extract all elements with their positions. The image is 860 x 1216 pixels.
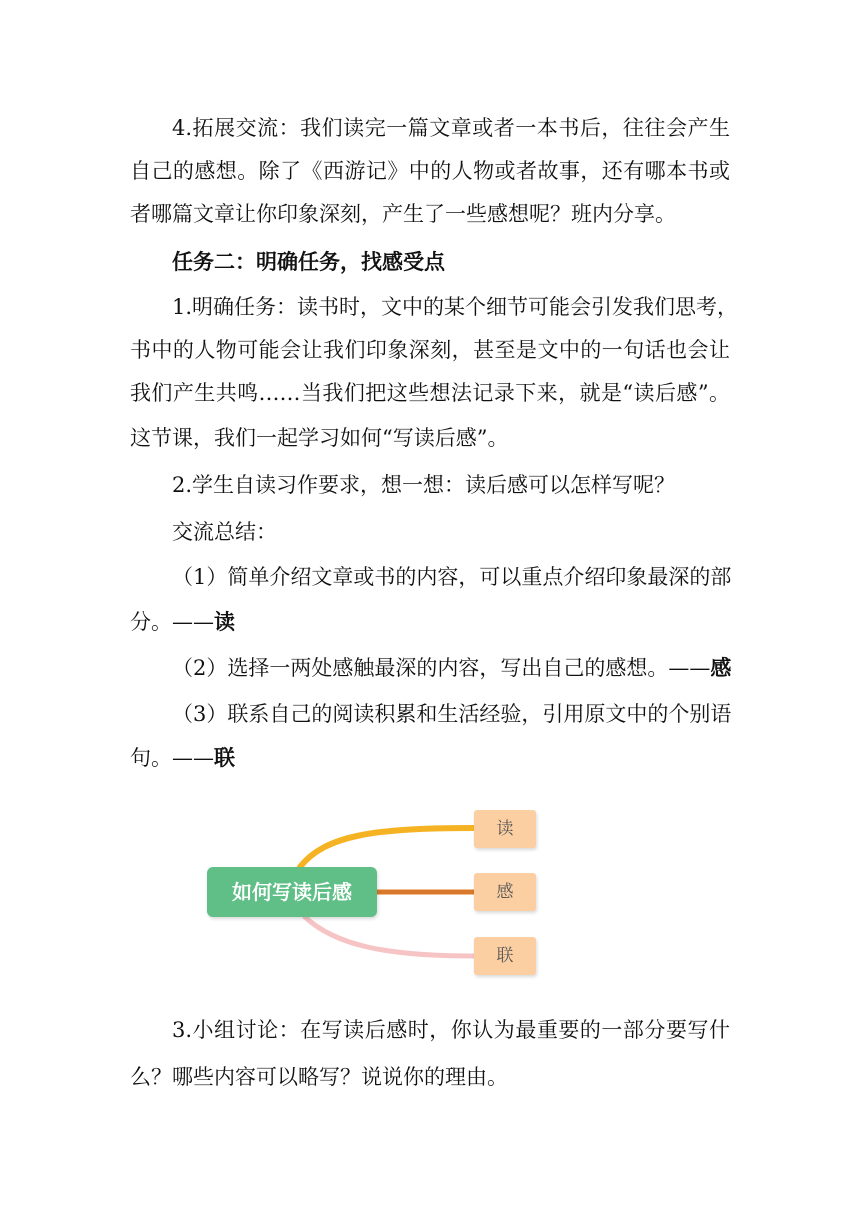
mind-map-root: 如何写读后感	[207, 867, 377, 917]
paragraph-line: 我们产生共鸣……当我们把这些想法记录下来，就是“读后感”。	[130, 381, 730, 405]
mind-map-leaf-connect: 联	[474, 937, 536, 975]
paragraph-line: 么？哪些内容可以略写？说说你的理由。	[130, 1065, 508, 1089]
paragraph-line: 这节课，我们一起学习如何“写读后感”。	[130, 426, 509, 450]
keyword-connect: 联	[214, 745, 235, 770]
list-item-line: （1）简单介绍文章或书的内容，可以重点介绍印象最深的部	[172, 565, 732, 589]
list-item-line	[172, 655, 730, 681]
paragraph-line: 4.拓展交流：我们读完一篇文章或者一本书后，往往会产生	[172, 116, 730, 140]
mind-map-leaf-feel: 感	[474, 873, 536, 911]
paragraph-line: 1.明确任务：读书时，文中的某个细节可能会引发我们思考，	[172, 295, 739, 319]
section-heading: 任务二：明确任务，找感受点	[172, 249, 445, 274]
paragraph-line: 书中的人物可能会让我们印象深刻，甚至是文中的一句话也会让	[130, 338, 730, 362]
list-item-line	[130, 745, 730, 771]
paragraph-line: 3.小组讨论：在写读后感时，你认为最重要的一部分要写什	[172, 1018, 730, 1042]
list-item-text: 分。——	[130, 610, 214, 634]
list-item-line	[130, 609, 730, 635]
list-item-text: （2）选择一两处感触最深的内容，写出自己的感想。——	[172, 656, 711, 680]
paragraph-line: 自己的感想。除了《西游记》中的人物或者故事，还有哪本书或	[130, 159, 730, 183]
mind-map	[200, 800, 550, 985]
paragraph-line: 交流总结：	[172, 520, 277, 544]
keyword-read: 读	[214, 609, 235, 634]
keyword-feel: 感	[710, 655, 732, 680]
list-item-line: （3）联系自己的阅读积累和生活经验，引用原文中的个别语	[172, 702, 732, 726]
list-item-text: 句。——	[130, 746, 214, 770]
paragraph-line: 者哪篇文章让你印象深刻，产生了一些感想呢？班内分享。	[130, 202, 676, 226]
mind-map-leaf-read: 读	[474, 810, 536, 848]
branch-read	[300, 828, 474, 867]
paragraph-line: 2.学生自读习作要求，想一想：读后感可以怎样写呢？	[172, 473, 676, 497]
branch-connect	[305, 917, 474, 956]
